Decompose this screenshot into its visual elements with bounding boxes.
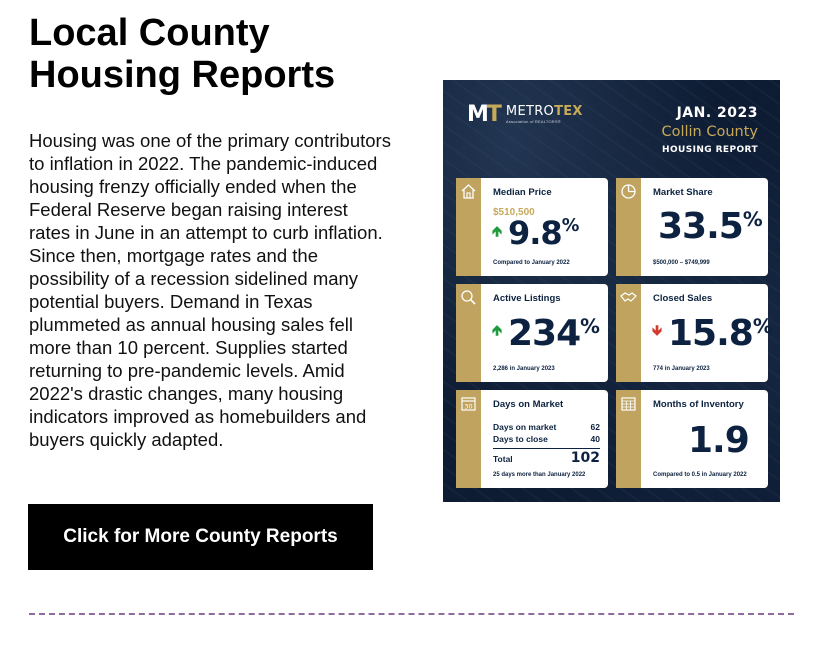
days-to-close-row: Days to close 40 (493, 434, 600, 444)
report-header (661, 104, 758, 158)
svg-text:30: 30 (464, 402, 473, 411)
arrow-down-icon: 🡻 (652, 322, 663, 338)
median-price-value: $510,500 (493, 207, 535, 218)
page-title-line-2: Housing Reports (29, 54, 336, 96)
median-price-title: Median Price (493, 187, 552, 198)
days-on-market-card (456, 390, 608, 488)
magnifier-icon (460, 289, 477, 306)
days-total-row: Total 102 (493, 450, 600, 466)
report-month: JAN. 2023 (676, 105, 758, 121)
active-listings-title: Active Listings (493, 293, 561, 304)
logo-name: METROTEX (505, 104, 583, 119)
calendar-grid-icon (620, 395, 637, 412)
logo-subtitle: Association of REALTORS® (505, 119, 561, 124)
closed-sales-title: Closed Sales (653, 293, 713, 304)
closed-sales-card (616, 284, 772, 382)
calendar-icon (460, 395, 477, 412)
page-title (29, 12, 335, 96)
closed-sales-change: 15.8% (668, 313, 772, 354)
days-on-market-title: Days on Market (493, 399, 564, 410)
logo-mark: MT (467, 102, 500, 127)
house-icon (460, 183, 477, 200)
page-title-line-1: Local County (29, 12, 270, 54)
arrow-up-icon: 🡹 (492, 223, 503, 239)
days-on-market-table (493, 421, 600, 466)
months-of-inventory-value: 1.9 (688, 420, 749, 461)
closed-sales-foot: 774 in January 2023 (653, 366, 710, 372)
housing-report-image[interactable] (443, 80, 780, 502)
intro-paragraph: Housing was one of the primary contributors to inflation in 2022. The pandemic-induced housing frenzy officially ended when the Federal Reserve began raising interest rates in June in an attempt to curb inflation. Since then, mortgage rates and the possibility of a recession sidelined many potential buyers. Demand in Texas plummeted as annual housing sales fell more than 10 percent. Supplies started returning to pre-pandemic levels. Amid 2022's drastic changes, many housing indicators improved as homebuilders and buyers quickly adapted. (29, 130, 391, 450)
pie-chart-icon (620, 183, 637, 200)
report-label: HOUSING REPORT (662, 145, 758, 155)
median-price-change: 9.8% (508, 214, 579, 252)
active-listings-change: 234% (508, 313, 599, 354)
active-listings-foot: 2,286 in January 2023 (493, 366, 555, 372)
months-of-inventory-foot: Compared to 0.5 in January 2022 (653, 472, 747, 478)
market-share-foot: $500,000 – $749,999 (653, 260, 710, 266)
median-price-card (456, 178, 608, 276)
market-share-card (616, 178, 768, 276)
median-price-foot: Compared to January 2022 (493, 260, 570, 266)
report-county: Collin County (661, 124, 758, 140)
months-of-inventory-title: Months of Inventory (653, 399, 744, 410)
days-on-market-foot: 25 days more than January 2022 (493, 472, 586, 478)
days-on-market-row: Days on market 62 (493, 422, 600, 432)
market-share-value: 33.5% (658, 206, 762, 247)
months-of-inventory-card (616, 390, 768, 488)
handshake-icon (620, 289, 637, 306)
metrotex-logo (467, 102, 583, 127)
more-county-reports-button[interactable]: Click for More County Reports (28, 504, 373, 570)
market-share-title: Market Share (653, 187, 713, 198)
dashed-divider (29, 613, 794, 615)
arrow-up-icon: 🡹 (492, 322, 503, 338)
active-listings-card (456, 284, 608, 382)
